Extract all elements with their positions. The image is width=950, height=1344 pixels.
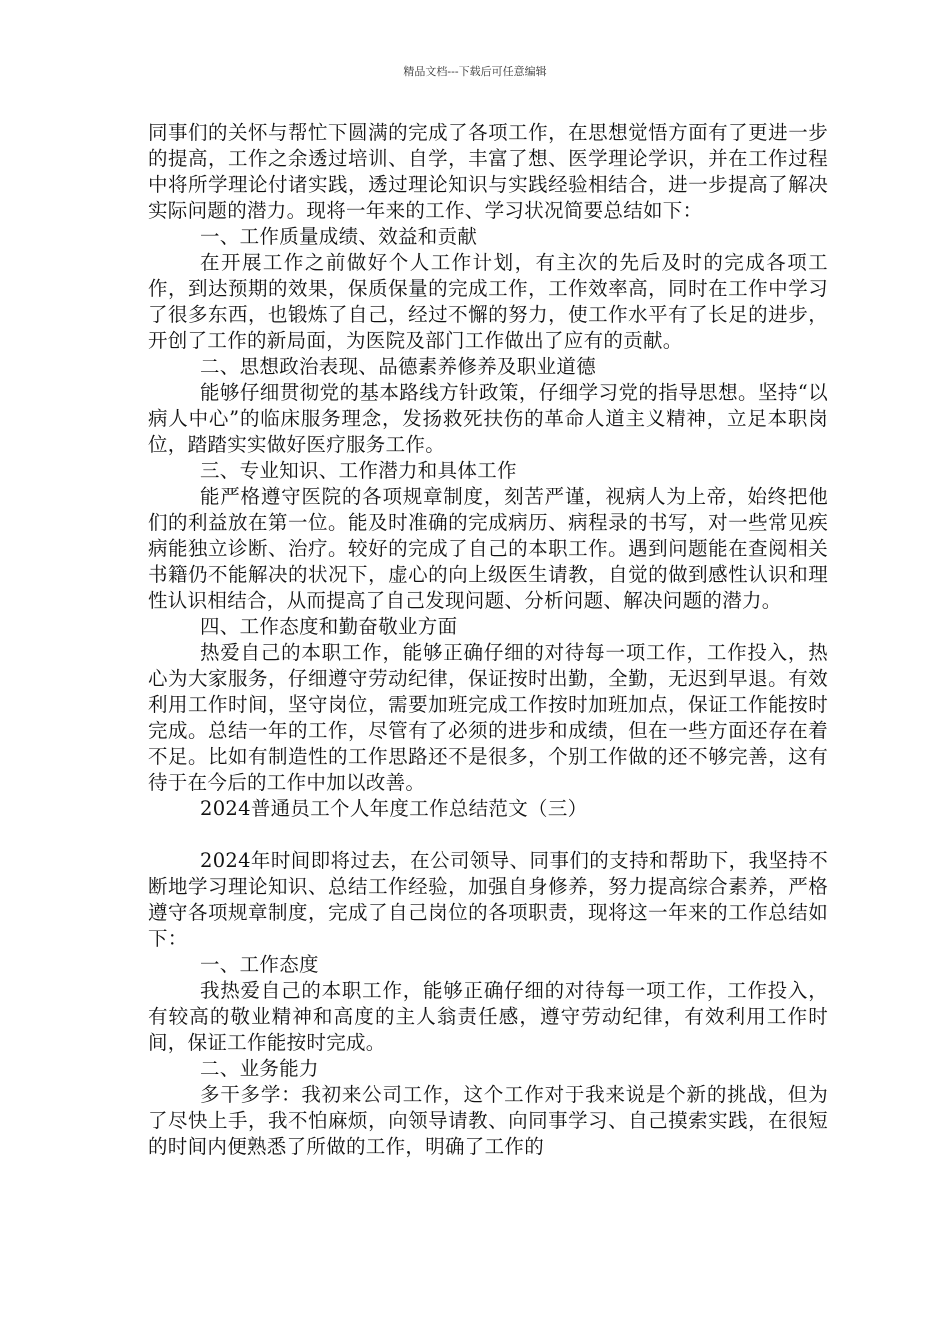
paragraph-year-summary-intro: 2024年时间即将过去，在公司领导、同事们的支持和帮助下，我坚持不断地学习理论知识、总结工作经验，加强自身修养，努力提高综合素养，严格遵守各项规章制度，完成了自己岗位的各项职责，现将这一年来的工作总结如下：: [148, 849, 828, 950]
paragraph-business-ability: 多干多学：我初来公司工作，这个工作对于我来说是个新的挑战，但为了尽快上手，我不怕麻烦，向领导请教、向同事学习、自己摸索实践，在很短的时间内便熟悉了所做的工作，明确了工作的: [148, 1083, 828, 1158]
blank-line: [148, 822, 828, 848]
paragraph-attitude: 我热爱自己的本职工作，能够正确仔细的对待每一项工作，工作投入，有较高的敬业精神和高度的主人翁责任感，遵守劳动纪律，有效利用工作时间，保证工作能按时完成。: [148, 979, 828, 1054]
article-title-part-three: 2024普通员工个人年度工作总结范文（三）: [200, 797, 588, 820]
paragraph-work-quality: 在开展工作之前做好个人工作计划，有主次的先后及时的完成各项工作，到达预期的效果，保质保量的完成工作，工作效率高，同时在工作中学习了很多东西，也锻炼了自己，经过不懈的努力，使工作水平有了长足的进步，开创了工作的新局面，为医院及部门工作做出了应有的贡献。: [148, 251, 828, 352]
document-body: [148, 120, 828, 1160]
section-heading-attitude: 一、工作态度: [200, 953, 319, 976]
section-heading-work-attitude: 四、工作态度和勤奋敬业方面: [200, 615, 458, 638]
section-heading-professional-knowledge: 三、专业知识、工作潜力和具体工作: [200, 459, 517, 482]
paragraph-intro-continued: 同事们的关怀与帮忙下圆满的完成了各项工作，在思想觉悟方面有了更进一步的提高，工作之余透过培训、自学，丰富了想、医学理论学识，并在工作过程中将所学理论付诸实践，透过理论知识与实践经验相结合，进一步提高了解决实际问题的潜力。现将一年来的工作、学习状况简要总结如下：: [148, 121, 828, 222]
paragraph-professional-knowledge: 能严格遵守医院的各项规章制度，刻苦严谨，视病人为上帝，始终把他们的利益放在第一位。能及时准确的完成病历、病程录的书写，对一些常见疾病能独立诊断、治疗。较好的完成了自己的本职工作。遇到问题能在查阅相关书籍仍不能解决的状况下，虚心的向上级医生请教，自觉的做到感性认识和理性认识相结合，从而提高了自己发现问题、分析问题、解决问题的潜力。: [148, 485, 828, 612]
section-heading-political-ethics: 二、思想政治表现、品德素养修养及职业道德: [200, 355, 597, 378]
paragraph-political-ethics: 能够仔细贯彻党的基本路线方针政策，仔细学习党的指导思想。坚持“以病人中心”的临床服务理念，发扬救死扶伤的革命人道主义精神，立足本职岗位，踏踏实实做好医疗服务工作。: [148, 381, 828, 456]
paragraph-work-attitude: 热爱自己的本职工作，能够正确仔细的对待每一项工作，工作投入，热心为大家服务，仔细遵守劳动纪律，保证按时出勤，全勤，无迟到早退。有效利用工作时间，坚守岗位，需要加班完成工作按时加班加点，保证工作能按时完成。总结一年的工作，尽管有了必须的进步和成绩，但在一些方面还存在着不足。比如有制造性的工作思路还不是很多，个别工作做的还不够完善，这有待于在今后的工作中加以改善。: [148, 641, 828, 794]
section-heading-business-ability: 二、业务能力: [200, 1057, 319, 1080]
page-header: 精品文档---下载后可任意编辑: [403, 65, 547, 78]
section-heading-work-quality: 一、工作质量成绩、效益和贡献: [200, 225, 478, 248]
